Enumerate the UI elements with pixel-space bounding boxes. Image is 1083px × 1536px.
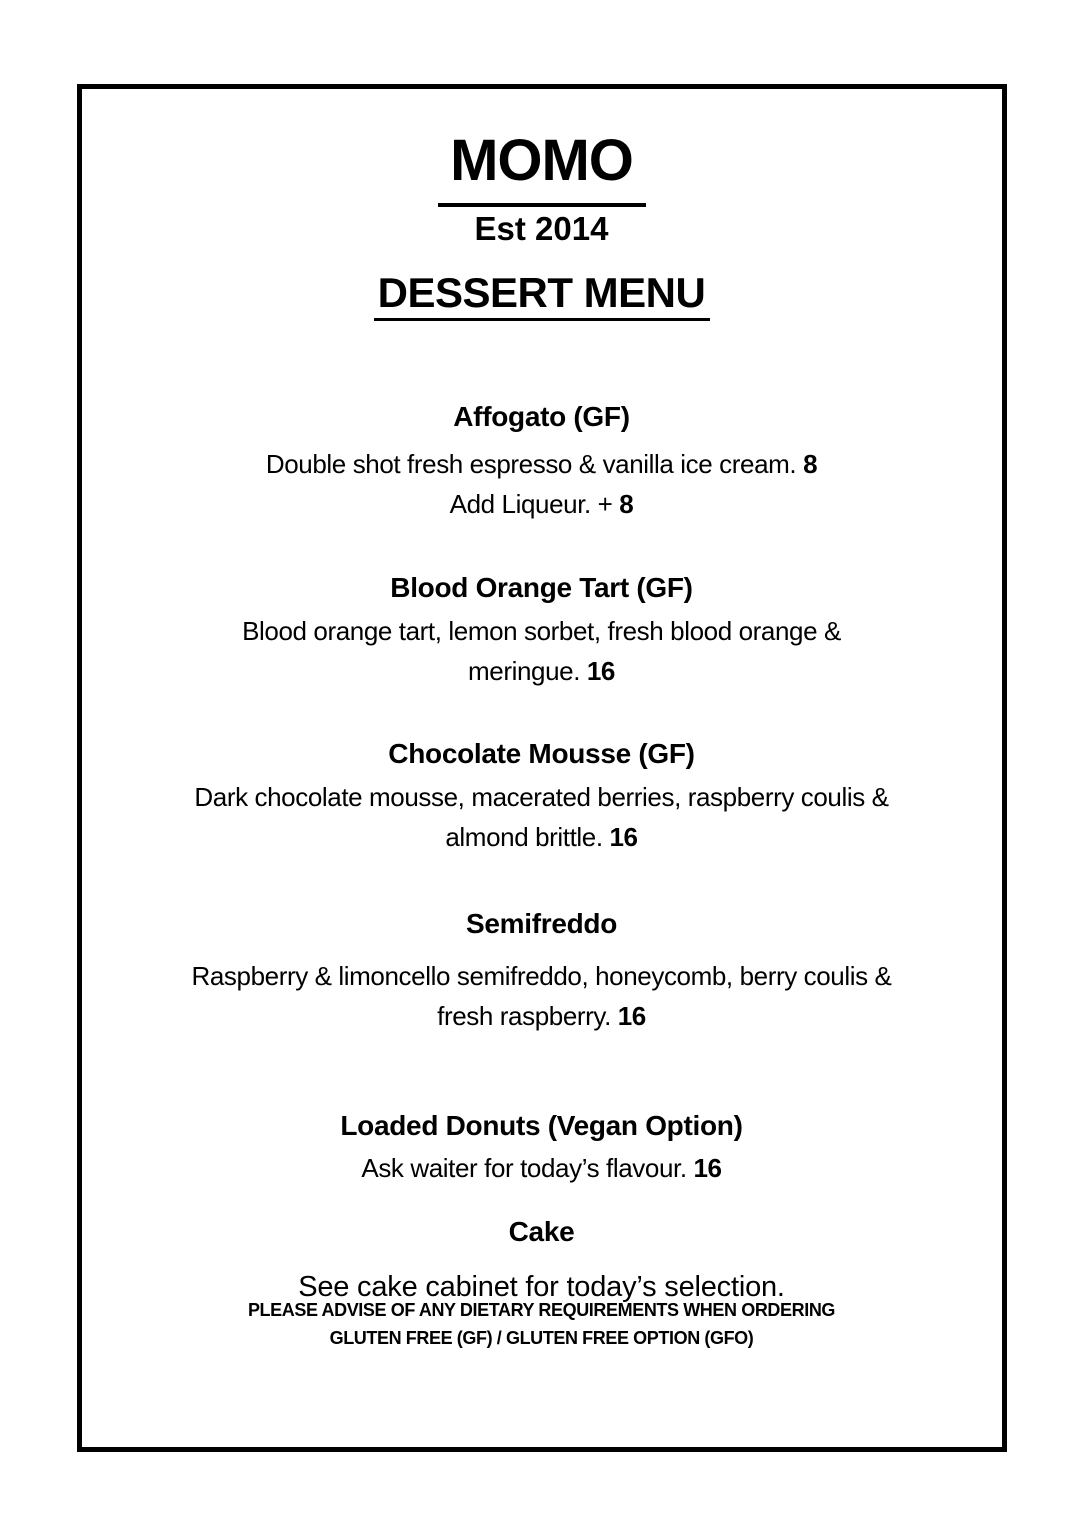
item-desc-affogato-line-1 xyxy=(0,444,1083,484)
desc-text: Blood orange tart, lemon sorbet, fresh blood orange & xyxy=(242,616,841,646)
established-year: Est 2014 xyxy=(474,210,609,247)
menu-title-underline xyxy=(374,318,710,321)
desc-text: Double shot fresh espresso & vanilla ice cream. xyxy=(265,449,804,479)
item-desc-affogato-line-2 xyxy=(0,484,1083,524)
item-name-loaded-donuts: Loaded Donuts (Vegan Option) xyxy=(340,1110,743,1141)
gluten-free-legend: GLUTEN FREE (GF) / GLUTEN FREE OPTION (GFO) xyxy=(329,1328,754,1348)
brand-name: MOMO xyxy=(450,128,633,193)
item-name-semifreddo: Semifreddo xyxy=(465,908,618,939)
price: 16 xyxy=(617,1001,646,1031)
item-desc-semifreddo-line-1 xyxy=(0,956,1083,996)
item-desc-blood-orange-tart-line-2 xyxy=(0,651,1083,691)
desc-text: meringue. xyxy=(468,656,587,686)
price: 16 xyxy=(586,656,615,686)
menu-title: DESSERT MENU xyxy=(377,269,706,316)
desc-text: See cake cabinet for today’s selection. xyxy=(298,1271,785,1303)
item-name-cake: Cake xyxy=(508,1216,575,1247)
desc-text: Dark chocolate mousse, macerated berries, raspberry coulis & xyxy=(194,782,889,812)
item-desc-blood-orange-tart-line-1 xyxy=(0,611,1083,651)
item-desc-loaded-donuts-line-1 xyxy=(0,1148,1083,1188)
item-desc-chocolate-mousse-line-1 xyxy=(0,777,1083,817)
price: 8 xyxy=(619,489,634,519)
item-name-blood-orange-tart: Blood Orange Tart (GF) xyxy=(390,572,693,603)
dietary-notice: PLEASE ADVISE OF ANY DIETARY REQUIREMENTS WHEN ORDERING xyxy=(247,1300,836,1320)
price: 16 xyxy=(609,822,638,852)
desc-text: fresh raspberry. xyxy=(437,1001,618,1031)
brand-underline xyxy=(438,203,646,207)
item-desc-semifreddo-line-2 xyxy=(0,996,1083,1036)
item-name-chocolate-mousse: Chocolate Mousse (GF) xyxy=(388,738,695,769)
desc-text: Ask waiter for today’s flavour. xyxy=(361,1153,694,1183)
price: 8 xyxy=(803,449,818,479)
item-desc-chocolate-mousse-line-2 xyxy=(0,817,1083,857)
desc-text: Add Liqueur. + xyxy=(449,489,620,519)
desc-text: almond brittle. xyxy=(445,822,610,852)
price: 16 xyxy=(693,1153,722,1183)
item-name-affogato: Affogato (GF) xyxy=(453,401,630,432)
desc-text: Raspberry & limoncello semifreddo, honeycomb, berry coulis & xyxy=(191,961,892,991)
